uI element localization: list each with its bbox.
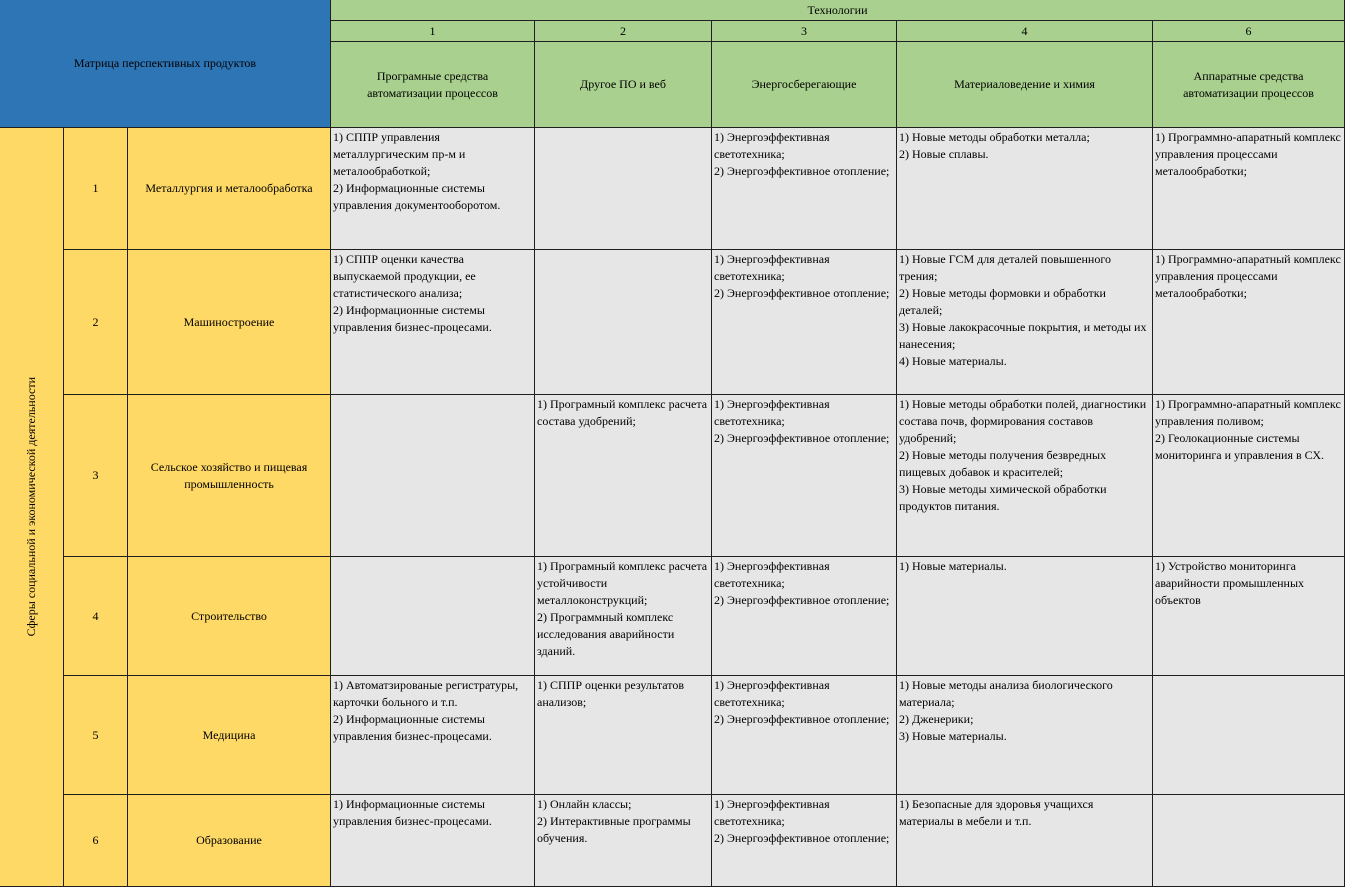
tech-header-cell[interactable] xyxy=(331,0,1345,21)
sphere-name: Сельское хозяйство и пищевая промышленность xyxy=(150,459,308,491)
matrix-cell[interactable]: 1) Новые методы обработки металла; 2) Новые сплавы. xyxy=(897,128,1153,250)
matrix-cell[interactable]: 1) Энергоэффективная светотехника; 2) Энергоэффективное отопление; xyxy=(712,250,897,395)
matrix-cell[interactable]: 1) Програмный комплекс расчета устойчивости металлоконструкций; 2) Программный комплекс исследования аварийности зданий. xyxy=(535,557,712,676)
row-num-cell[interactable] xyxy=(64,250,128,395)
tech-num-cell[interactable] xyxy=(897,21,1153,42)
row-num-cell[interactable] xyxy=(64,395,128,557)
matrix-cell[interactable]: 1) Программно-апаратный комплекс управления поливом; 2) Геолокационные системы мониторинга и управления в СХ. xyxy=(1153,395,1345,557)
sphere-name: Образование xyxy=(196,833,262,847)
row-num: 2 xyxy=(92,314,99,329)
matrix-cell[interactable]: 1) Новые ГСМ для деталей повышенного трения; 2) Новые методы формовки и обработки деталей; 3) Новые лакокрасочные покрытия, и методы их нанесения; 4) Новые материалы. xyxy=(897,250,1153,395)
matrix-cell[interactable] xyxy=(331,557,535,676)
tech-num: 3 xyxy=(801,23,807,38)
tech-name: Другое ПО и веб xyxy=(580,77,666,91)
tech-num: 1 xyxy=(429,23,436,38)
matrix-cell[interactable]: 1) Информационные системы управления бизнес-процесами. xyxy=(331,795,535,887)
tech-num: 2 xyxy=(620,23,626,38)
sphere-name: Машиностроение xyxy=(183,314,275,329)
row-num: 4 xyxy=(92,608,99,623)
sphere-cell[interactable] xyxy=(128,250,331,395)
sphere-cell[interactable] xyxy=(128,128,331,250)
matrix-cell[interactable]: 1) Энергоэффективная светотехника; 2) Энергоэффективное отопление; xyxy=(712,676,897,795)
sphere-cell[interactable] xyxy=(128,795,331,887)
matrix-cell[interactable]: 1) Энергоэффективная светотехника; 2) Энергоэффективное отопление; xyxy=(712,557,897,676)
tech-name-cell[interactable] xyxy=(535,42,712,128)
row-num: 3 xyxy=(92,468,99,482)
tech-num-cell[interactable] xyxy=(1153,21,1345,42)
tech-name-cell[interactable] xyxy=(1153,42,1345,128)
row-num: 6 xyxy=(92,833,99,847)
sphere-name: Медицина xyxy=(202,727,256,742)
sphere-cell[interactable] xyxy=(128,557,331,676)
tech-name-cell[interactable] xyxy=(897,42,1153,128)
matrix-cell[interactable]: 1) Энергоэффективная светотехника; 2) Энергоэффективное отопление; xyxy=(712,128,897,250)
side-header-cell[interactable] xyxy=(0,128,64,887)
matrix-cell[interactable] xyxy=(1153,676,1345,795)
sphere-cell[interactable] xyxy=(128,395,331,557)
tech-header: Технологии xyxy=(807,2,868,17)
tech-name-cell[interactable] xyxy=(331,42,535,128)
tech-name: Энергосберегающие xyxy=(751,77,857,91)
sphere-name: Строительство xyxy=(191,608,267,623)
tech-name: Материаловедение и химия xyxy=(954,77,1095,91)
matrix-cell[interactable] xyxy=(331,395,535,557)
row-num: 5 xyxy=(92,727,99,742)
row-num-cell[interactable] xyxy=(64,676,128,795)
tech-name-cell[interactable] xyxy=(712,42,897,128)
matrix-cell[interactable]: 1) Программно-апаратный комплекс управления процессами металообработки; xyxy=(1153,250,1345,395)
tech-num-cell[interactable] xyxy=(712,21,897,42)
matrix-cell[interactable]: 1) Безопасные для здоровья учащихся материалы в мебели и т.п. xyxy=(897,795,1153,887)
matrix-cell[interactable]: 1) Автоматзированые регистратуры, карточки больного и т.п. 2) Информационные системы управления бизнес-процесами. xyxy=(331,676,535,795)
matrix-cell[interactable]: 1) Новые методы обработки полей, диагностики состава почв, формирования составов удобрений; 2) Новые методы получения безвредных пищевых добавок и красителей; 3) Новые методы химической обработки продуктов питания. xyxy=(897,395,1153,557)
row-num-cell[interactable] xyxy=(64,128,128,250)
matrix-cell[interactable]: 1) Программно-апаратный комплекс управления процессами металообработки; xyxy=(1153,128,1345,250)
tech-name: Аппаратные средства автоматизации процессов xyxy=(1183,68,1314,100)
row-num: 1 xyxy=(92,181,99,195)
matrix-cell[interactable] xyxy=(535,250,712,395)
matrix-cell[interactable]: 1) Новые материалы. xyxy=(897,557,1153,676)
corner-title-cell[interactable] xyxy=(0,0,331,128)
tech-num: 6 xyxy=(1245,23,1252,38)
matrix-cell[interactable]: 1) Энергоэффективная светотехника; 2) Энергоэффективное отопление; xyxy=(712,795,897,887)
matrix-cell[interactable]: 1) СППР оценки результатов анализов; xyxy=(535,676,712,795)
row-num-cell[interactable] xyxy=(64,557,128,676)
tech-num-cell[interactable] xyxy=(331,21,535,42)
matrix-cell[interactable] xyxy=(1153,795,1345,887)
side-header: Сферы социальной и экономической деятельности xyxy=(24,377,38,637)
tech-name: Програмные средства автоматизации процессов xyxy=(367,68,498,100)
matrix-cell[interactable]: 1) Онлайн классы; 2) Интерактивные программы обучения. xyxy=(535,795,712,887)
matrix-cell[interactable]: 1) СППР управления металлургическим пр-м и металообработкой; 2) Информационные системы управления документооборотом. xyxy=(331,128,535,250)
matrix-cell[interactable]: 1) Новые методы анализа биологического материала; 2) Дженерики; 3) Новые материалы. xyxy=(897,676,1153,795)
tech-num: 4 xyxy=(1021,23,1028,38)
sphere-cell[interactable] xyxy=(128,676,331,795)
sphere-name: Металлургия и металообработка xyxy=(145,181,313,195)
corner-title: Матрица перспективных продуктов xyxy=(73,56,257,70)
matrix-cell[interactable] xyxy=(535,128,712,250)
matrix-cell[interactable]: 1) Програмный комплекс расчета состава удобрений; xyxy=(535,395,712,557)
tech-num-cell[interactable] xyxy=(535,21,712,42)
matrix-cell[interactable]: 1) Энергоэффективная светотехника; 2) Энергоэффективное отопление; xyxy=(712,395,897,557)
matrix-cell[interactable]: 1) СППР оценки качества выпускаемой продукции, ее статистического анализа; 2) Информационные системы управления бизнес-процесами. xyxy=(331,250,535,395)
matrix-cell[interactable]: 1) Устройство мониторинга аварийности промышленных объектов xyxy=(1153,557,1345,676)
row-num-cell[interactable] xyxy=(64,795,128,887)
